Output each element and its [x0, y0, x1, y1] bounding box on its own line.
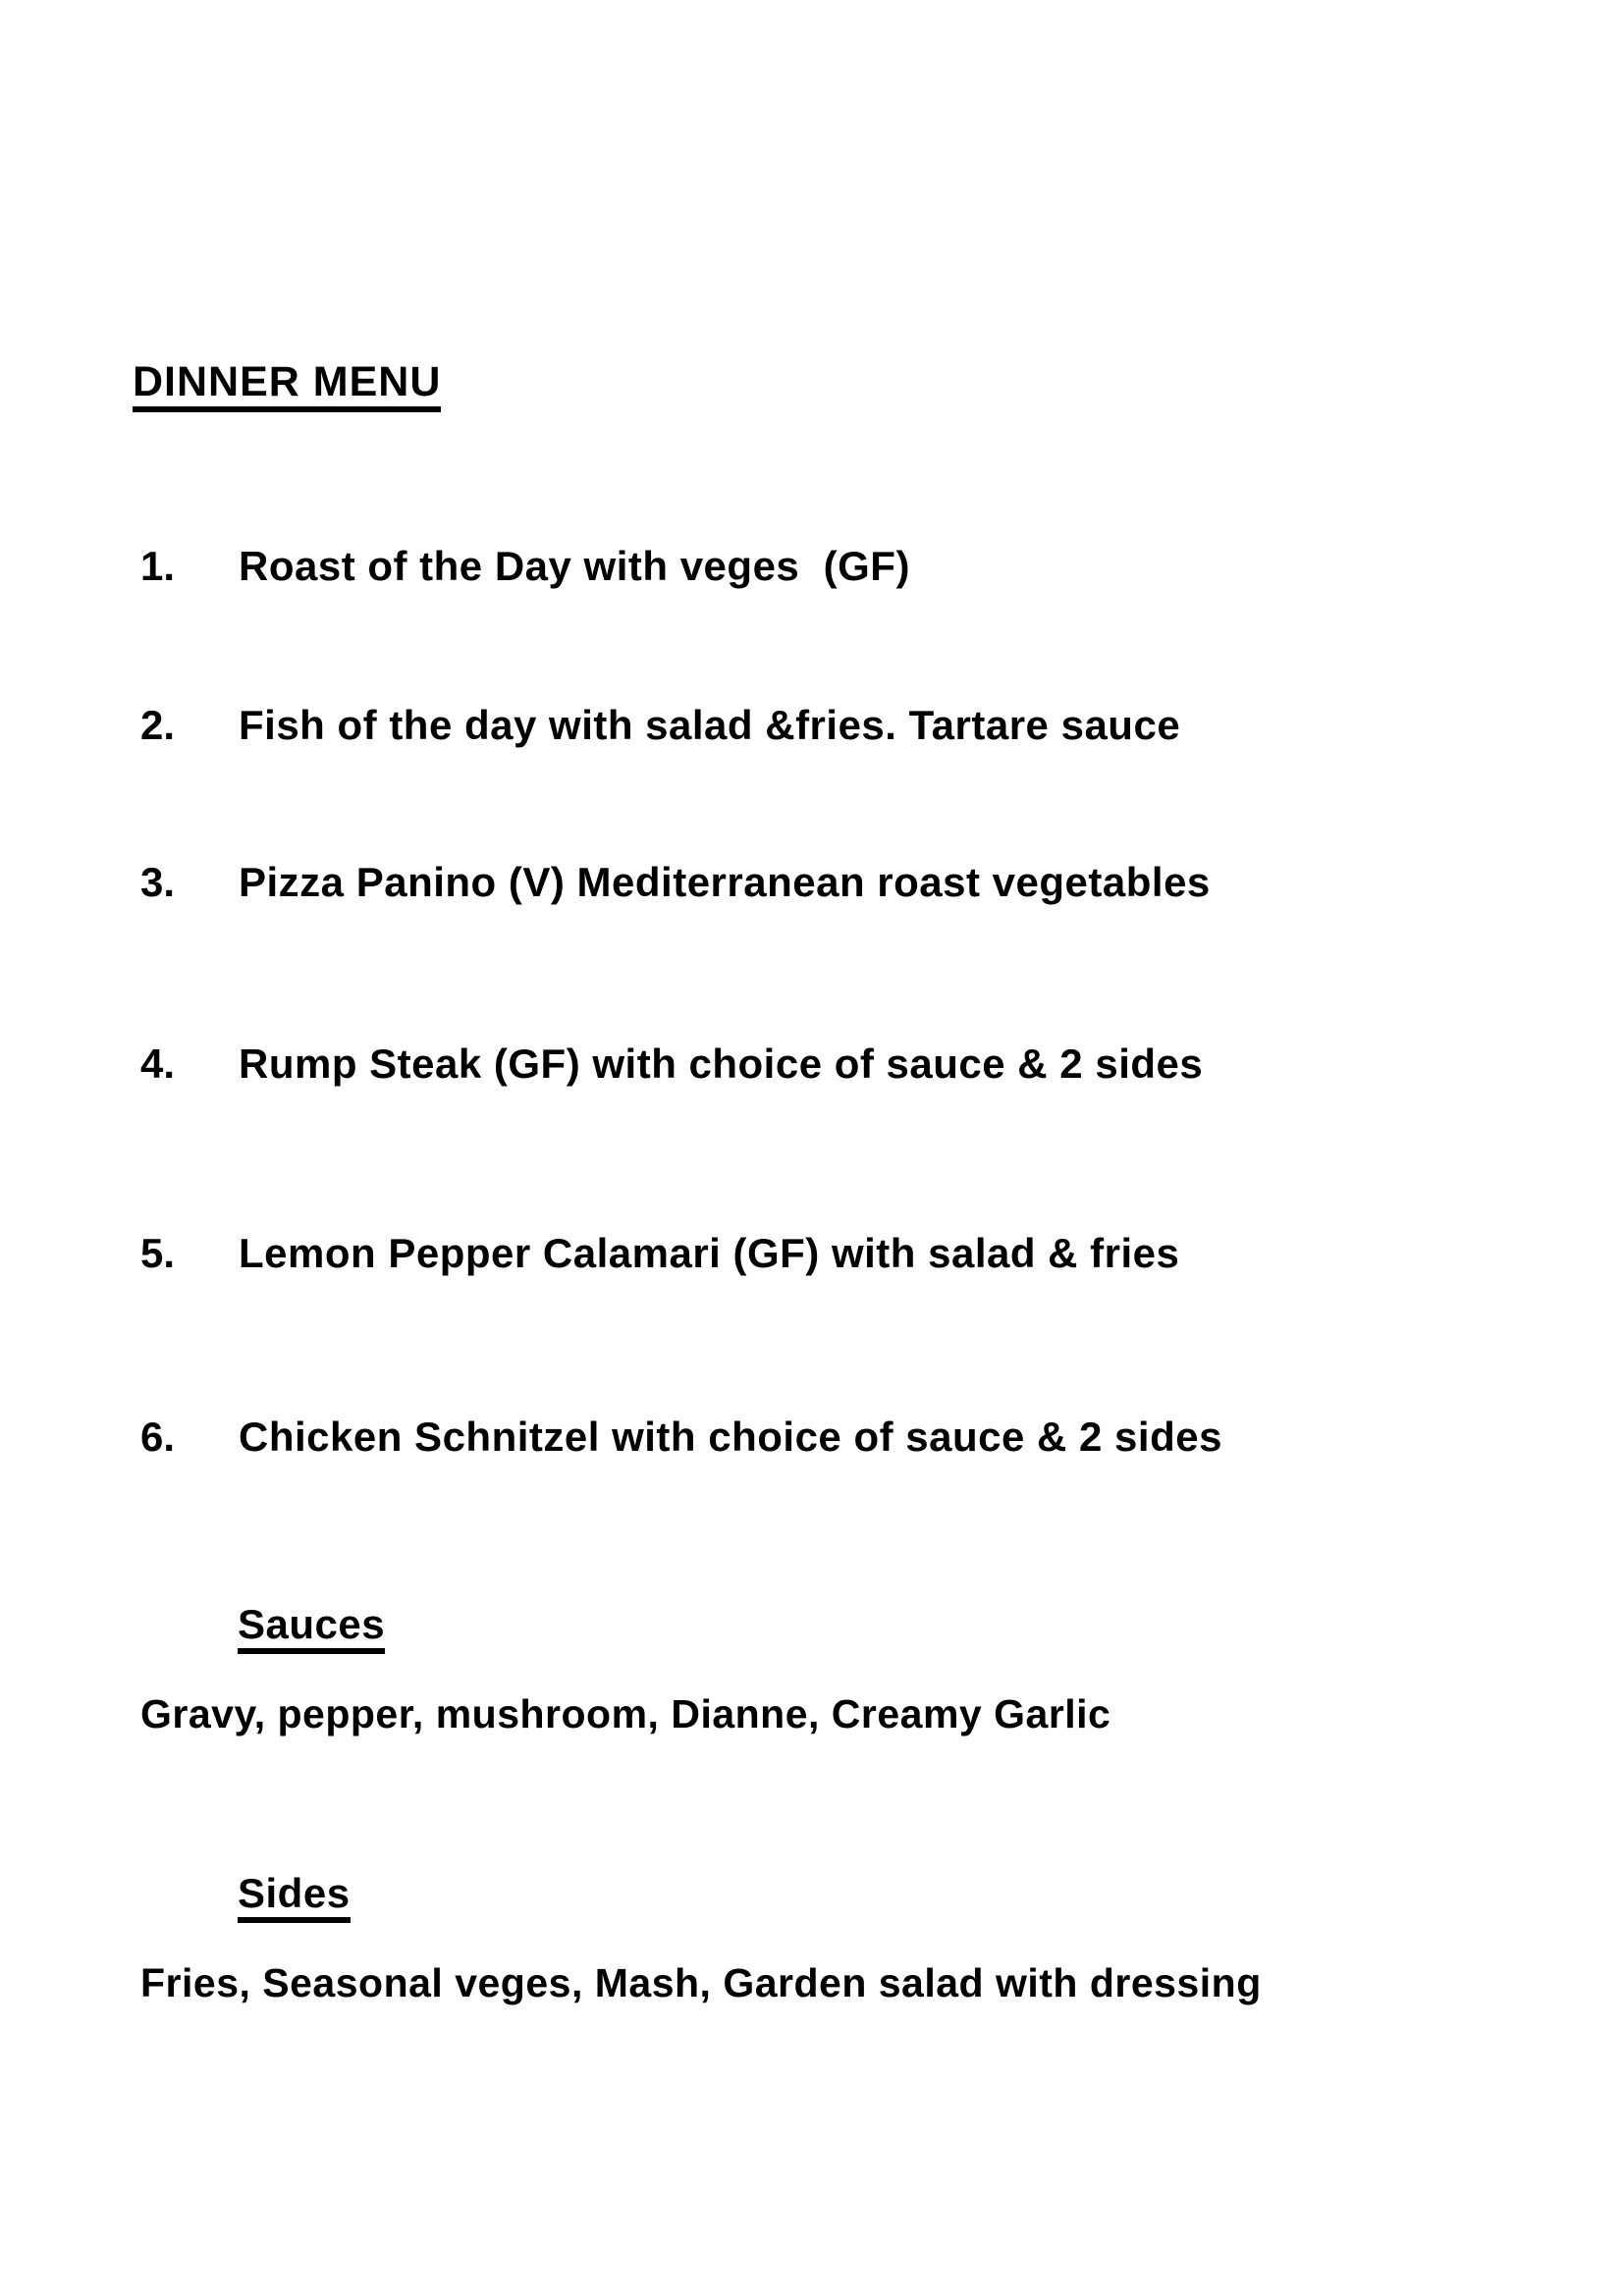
menu-item-number: 5.: [140, 1230, 176, 1276]
page-title: [133, 358, 442, 412]
menu-item-text: Chicken Schnitzel with choice of sauce & 2 sides: [239, 1414, 1222, 1460]
menu-item-6: [0, 1416, 1624, 1464]
menu-item-text: Pizza Panino (V) Mediterranean roast vegetables: [239, 859, 1211, 905]
menu-item-number: 2.: [140, 702, 176, 748]
menu-item-1: [0, 543, 1624, 593]
menu-item-3: [0, 859, 1624, 909]
sides-heading-text: Sides: [238, 1873, 351, 1923]
menu-item-5: [0, 1230, 1624, 1280]
menu-item-number: 4.: [140, 1041, 176, 1087]
menu-item-text: Rump Steak (GF) with choice of sauce & 2 sides: [239, 1041, 1204, 1087]
sides-section-heading: [238, 1870, 351, 1923]
menu-item-number: 3.: [140, 859, 176, 905]
menu-item-text: Roast of the Day with veges (GF): [239, 543, 910, 589]
sides-list: Fries, Seasonal veges, Mash, Garden salad with dressing: [140, 1960, 1262, 2005]
sauces-section-heading: [238, 1601, 386, 1654]
page-title-text: DINNER MENU: [133, 361, 441, 412]
sauces-heading-text: Sauces: [238, 1604, 385, 1654]
menu-item-text: Lemon Pepper Calamari (GF) with salad & fries: [239, 1230, 1180, 1276]
menu-item-number: 6.: [140, 1414, 176, 1460]
menu-item-2: [0, 702, 1624, 752]
sauces-list: Gravy, pepper, mushroom, Dianne, Creamy Garlic: [140, 1691, 1111, 1736]
menu-item-text: Fish of the day with salad &fries. Tartare sauce: [239, 702, 1181, 748]
menu-item-4: [0, 1043, 1624, 1091]
menu-item-number: 1.: [140, 543, 176, 589]
